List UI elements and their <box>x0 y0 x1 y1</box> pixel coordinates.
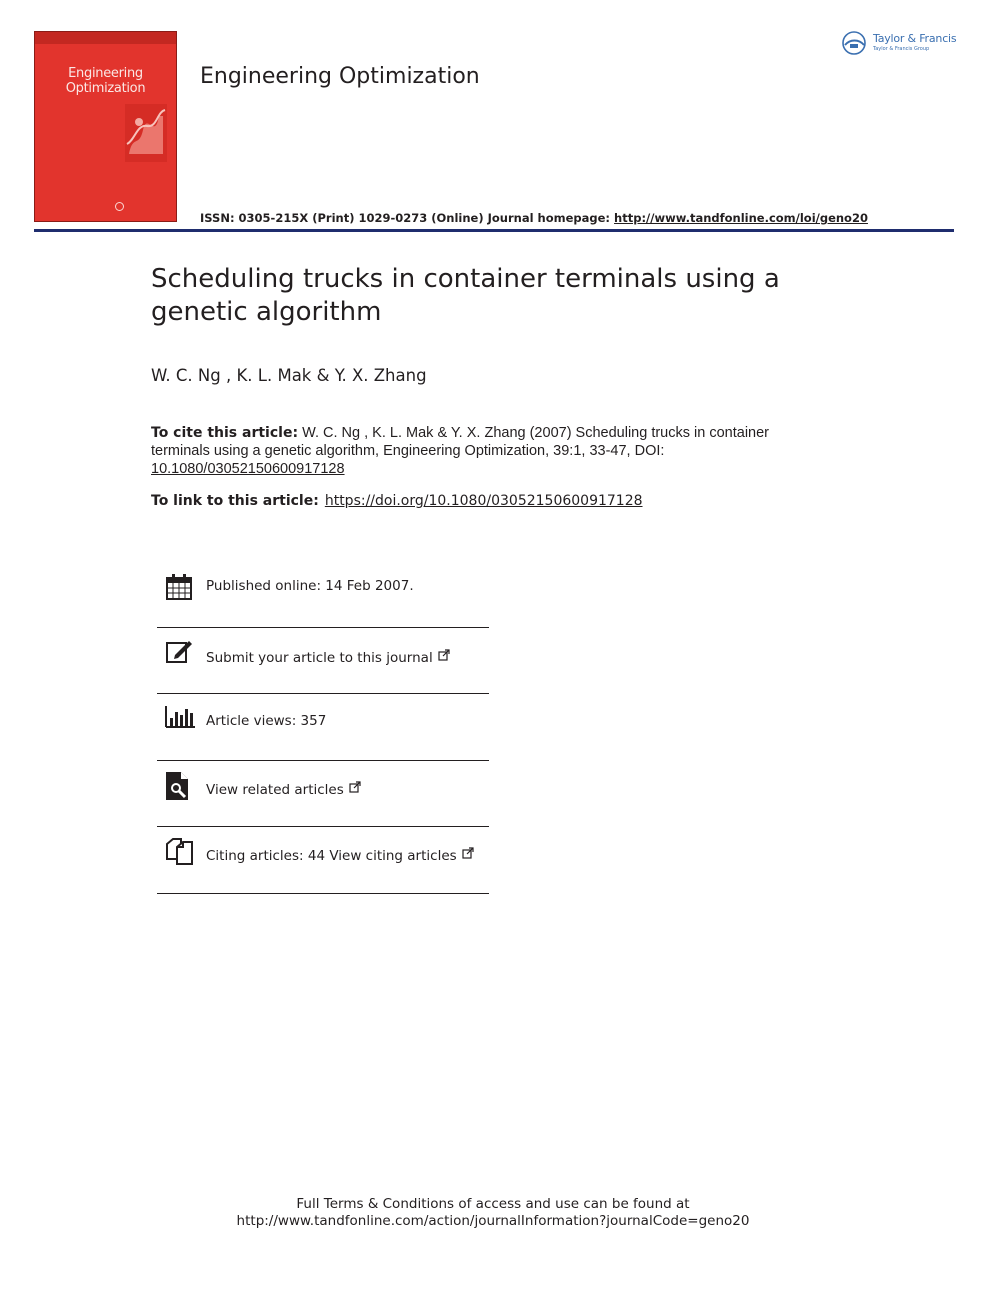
article-title: Scheduling trucks in container terminals using a genetic algorithm <box>151 264 780 327</box>
citing-articles-link[interactable] <box>206 847 474 864</box>
external-link-icon <box>462 847 474 859</box>
external-link-icon <box>349 781 361 793</box>
view-related-articles-label: View related articles <box>206 782 344 798</box>
published-online-text: Published online: 14 Feb 2007. <box>206 578 414 594</box>
cover-publisher-logo-icon <box>115 202 124 211</box>
cover-title-line1: Engineering <box>68 66 143 81</box>
submit-article-link[interactable] <box>206 649 450 666</box>
publisher-group: Taylor & Francis Group <box>873 46 930 52</box>
issn-line <box>200 211 868 225</box>
publisher-logo <box>841 30 957 56</box>
terms-line1: Full Terms & Conditions of access and use can be found at <box>296 1196 690 1212</box>
external-link-icon <box>438 649 450 661</box>
calendar-icon <box>165 573 193 601</box>
journal-title: Engineering Optimization <box>200 64 480 89</box>
cover-title-line2: Optimization <box>65 81 146 96</box>
copy-documents-icon <box>165 838 195 866</box>
article-authors: W. C. Ng , K. L. Mak & Y. X. Zhang <box>151 366 427 385</box>
article-doi-link[interactable]: https://doi.org/10.1080/03052150600917128 <box>324 493 643 509</box>
citation-text: W. C. Ng , K. L. Mak & Y. X. Zhang (2007) Scheduling trucks in container terminals using a genetic algorithm, Engineering Optimization, 39:1, 33-47, DOI: <box>151 425 769 459</box>
issn-text: ISSN: 0305-215X (Print) 1029-0273 (Online) Journal homepage: <box>200 211 615 225</box>
submit-article-label: Submit your article to this journal <box>206 650 433 666</box>
search-document-icon <box>165 771 191 801</box>
citation-label: To cite this article: <box>151 425 299 441</box>
article-link-line <box>151 493 643 509</box>
info-item-citing[interactable] <box>157 827 489 894</box>
view-related-articles-link[interactable] <box>206 781 361 798</box>
bar-chart-icon <box>165 706 195 728</box>
info-item-related[interactable] <box>157 761 489 827</box>
article-info-list <box>157 566 489 894</box>
edit-icon <box>165 638 193 664</box>
article-views-text: Article views: 357 <box>206 713 327 729</box>
taylor-francis-logo-icon <box>841 30 869 56</box>
publisher-name: Taylor & Francis <box>873 32 957 45</box>
header-divider <box>34 229 954 232</box>
terms-footer <box>0 1196 986 1230</box>
citing-articles-label: Citing articles: 44 View citing articles <box>206 848 457 864</box>
cover-top-bar <box>35 32 176 44</box>
terms-url[interactable]: http://www.tandfonline.com/action/journalInformation?journalCode=geno20 <box>236 1213 750 1229</box>
citation-block <box>151 424 791 478</box>
info-item-views <box>157 694 489 761</box>
cover-art-image <box>125 104 167 162</box>
info-item-submit[interactable] <box>157 628 489 694</box>
journal-homepage-link[interactable]: http://www.tandfonline.com/loi/geno20 <box>614 211 868 225</box>
article-link-label: To link to this article: <box>151 493 319 509</box>
journal-cover <box>34 31 177 222</box>
citation-doi[interactable]: 10.1080/03052150600917128 <box>151 461 345 477</box>
info-item-published <box>157 566 489 628</box>
